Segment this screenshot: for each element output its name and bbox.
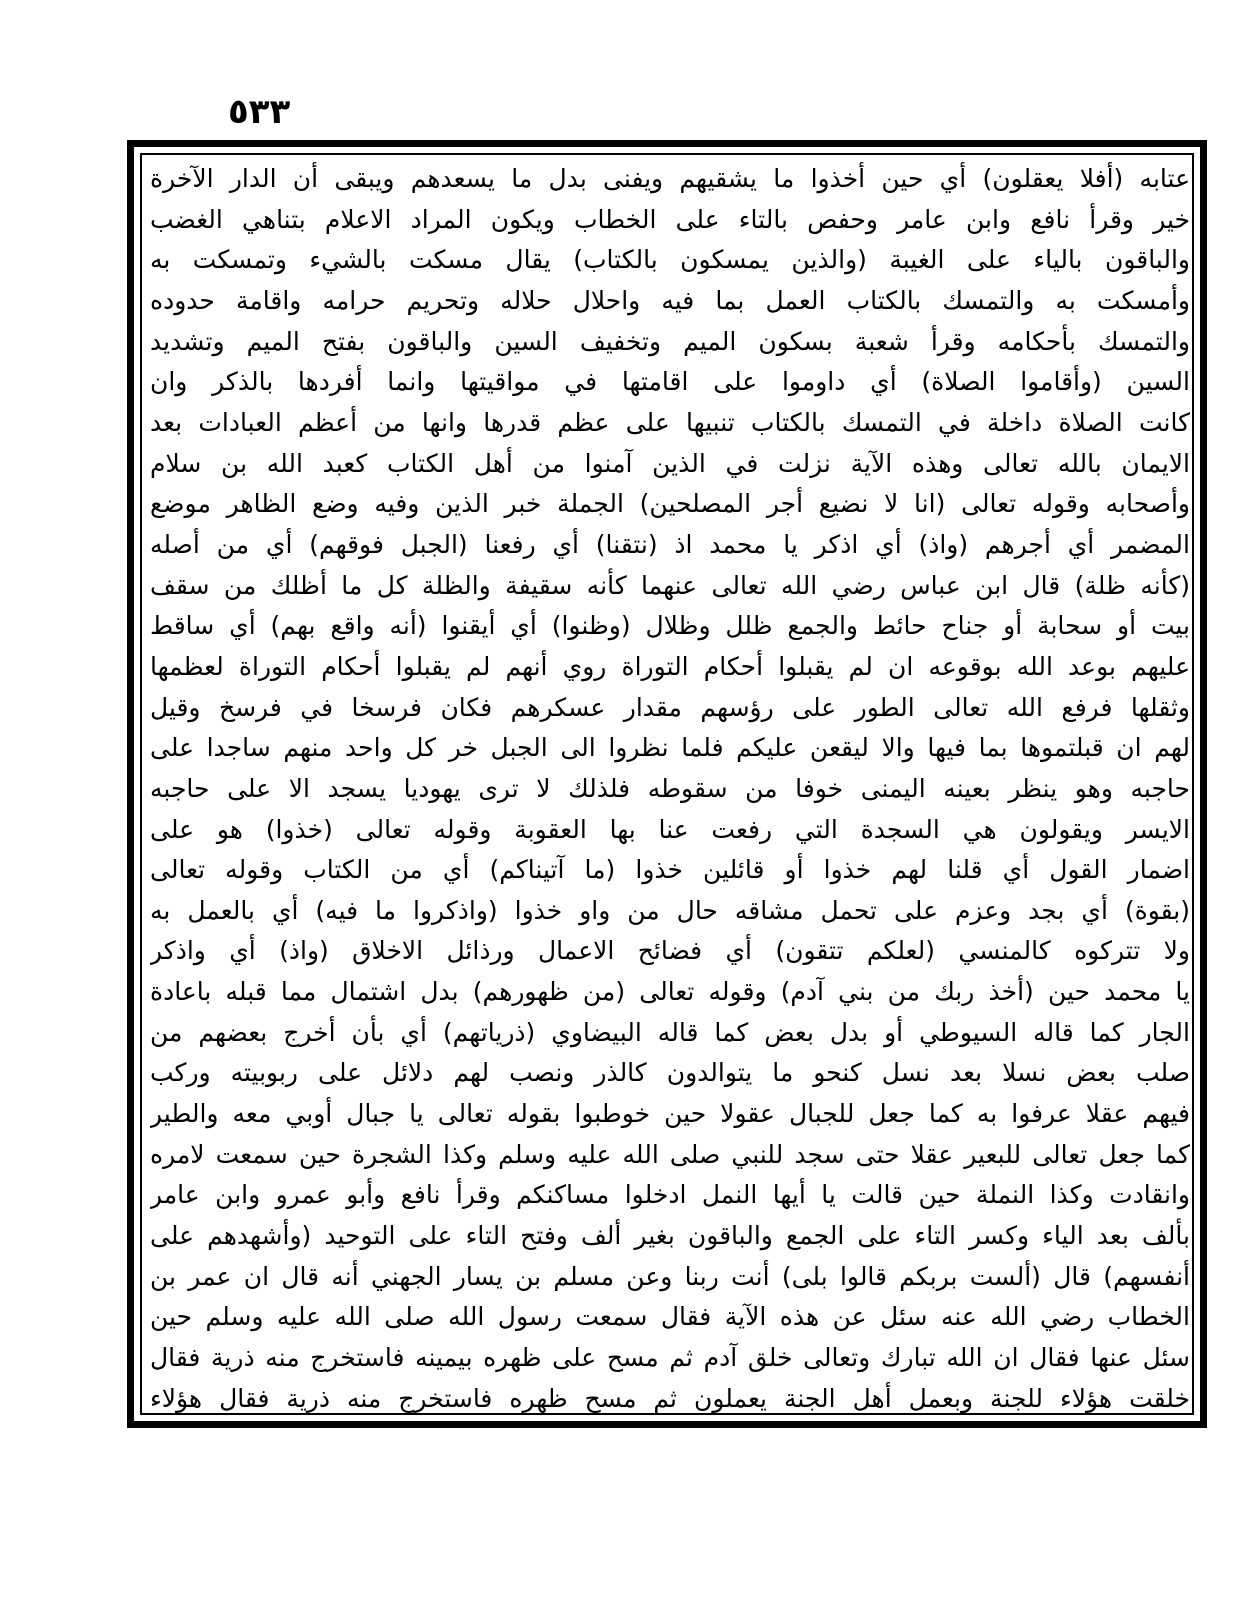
text-line: كانت الصلاة داخلة في التمسك بالكتاب تنبيها على عظم قدرها وانها من أعظم العبادات بعد xyxy=(150,407,1190,437)
text-line: الجار كما قاله السيوطي أو بدل بعض كما قاله البيضاوي (ذرياتهم) أي بأن أخرج بعضهم من xyxy=(150,1017,1190,1047)
text-line: لهم ان قبلتموها بما فيها والا ليقعن عليكم فلما نظروا الى الجبل خر كل واحد منهم ساجدا على xyxy=(150,733,1190,763)
text-line: يا محمد حين (أخذ ربك من بني آدم) وقوله تعالى (من ظهورهم) بدل اشتمال مما قبله باعادة xyxy=(150,977,1190,1007)
text-line: حاجبه وهو ينظر بعينه اليمنى خوفا من سقوطه فلذلك لا ترى يهوديا يسجد الا على حاجبه xyxy=(150,773,1190,803)
text-line: (كأنه ظلة) قال ابن عباس رضي الله تعالى عنهما كأنه سقيفة والظلة كل ما أظلك من سقف xyxy=(150,570,1190,600)
text-line: خير وقرأ نافع وابن عامر وحفص بالتاء على الخطاب ويكون المراد الاعلام بتناهي الغضب xyxy=(150,204,1190,234)
text-line: وانقادت وكذا النملة حين قالت يا أيها النمل ادخلوا مساكنكم وقرأ نافع وأبو عمرو وابن عامر xyxy=(150,1180,1190,1210)
text-line: سئل عنها فقال ان الله تبارك وتعالى خلق آدم ثم مسح على ظهره بيمينه فاستخرج منه ذرية فقال xyxy=(150,1343,1190,1373)
text-line: صلب بعض نسلا بعد نسل كنحو ما يتوالدون كالذر ونصب لهم دلائل على ربوبيته وركب xyxy=(150,1058,1190,1088)
text-line: السين (وأقاموا الصلاة) أي داوموا على اقامتها في مواقيتها وانما أفردها بالذكر وان xyxy=(150,367,1190,397)
text-line: أنفسهم) قال (ألست بربكم قالوا بلى) أنت ربنا وعن مسلم بن يسار الجهني أنه قال ان عمر بن xyxy=(150,1261,1190,1291)
text-line: عتابه (أفلا يعقلون) أي حين أخذوا ما يشقيهم ويفنى بدل ما يسعدهم ويبقى أن الدار الآخرة xyxy=(150,164,1190,193)
text-line: والتمسك بأحكامه وقرأ شعبة بسكون الميم وتخفيف السين والباقون بفتح الميم وتشديد xyxy=(150,326,1190,356)
text-line: بألف بعد الياء وكسر التاء على الجمع والباقون بغير ألف وفتح التاء على التوحيد (وأشهدهم على xyxy=(150,1221,1190,1251)
text-line: الايمان بالله تعالى وهذه الآية نزلت في الذين آمنوا من أهل الكتاب كعبد الله بن سلام xyxy=(150,448,1190,478)
text-line: ولا تتركوه كالمنسي (لعلكم تتقون) أي فضائح الاعمال ورذائل الاخلاق (واذ) أي واذكر xyxy=(150,936,1190,966)
text-line: عليهم بوعد الله بوقوعه ان لم يقبلوا أحكام التوراة روي أنهم لم يقبلوا أحكام التوراة لعظمها xyxy=(150,651,1190,681)
text-line: الايسر ويقولون هي السجدة التي رفعت عنا بها العقوبة وقوله تعالى (خذوا) هو على xyxy=(150,814,1190,844)
text-line: وأمسكت به والتمسك بالكتاب العمل بما فيه واحلال حلاله وتحريم حرامه واقامة حدوده xyxy=(150,285,1190,315)
text-line: خلقت هؤلاء للجنة وبعمل أهل الجنة يعملون ثم مسح ظهره فاستخرج منه ذرية فقال هؤلاء xyxy=(150,1383,1190,1413)
text-line: فيهم عقلا عرفوا به كما جعل للجبال عقولا حين خوطبوا بقوله تعالى يا جبال أوبي معه والطير xyxy=(150,1099,1190,1129)
text-line: وأصحابه وقوله تعالى (انا لا نضيع أجر المصلحين) الجملة خبر الذين وفيه وضع الظاهر موضع xyxy=(150,489,1190,519)
text-line: والباقون بالياء على الغيبة (والذين يمسكون بالكتاب) يقال مسكت بالشيء وتمسكت به xyxy=(150,245,1190,275)
text-body xyxy=(150,160,1190,1418)
text-line: بيت أو سحابة أو جناح حائط والجمع ظلل وظلال (وظنوا) أي أيقنوا (أنه واقع بهم) أي ساقط xyxy=(150,611,1190,641)
text-line: كما جعل تعالى للبعير عقلا حتى سجد للنبي صلى الله عليه وسلم وكذا الشجرة حين سمعت لامره xyxy=(150,1139,1190,1169)
text-line: المضمر أي أجرهم (واذ) أي اذكر يا محمد اذ (نتقنا) أي رفعنا (الجبل فوقهم) أي من أصله xyxy=(150,529,1190,559)
text-line: (بقوة) أي بجد وعزم على تحمل مشاقه حال من واو خذوا (واذكروا ما فيه) أي بالعمل به xyxy=(150,895,1190,925)
text-line: وثقلها فرفع الله تعالى الطور على رؤسهم مقدار عسكرهم فكان فرسخا في فرسخ وقيل xyxy=(150,692,1190,722)
text-line: الخطاب رضي الله عنه سئل عن هذه الآية فقال سمعت رسول الله صلى الله عليه وسلم حين xyxy=(150,1302,1190,1332)
text-line: اضمار القول أي قلنا لهم خذوا أو قائلين خذوا (ما آتيناكم) أي من الكتاب وقوله تعالى xyxy=(150,855,1190,885)
page-number: ٥٣٣ xyxy=(228,92,291,132)
